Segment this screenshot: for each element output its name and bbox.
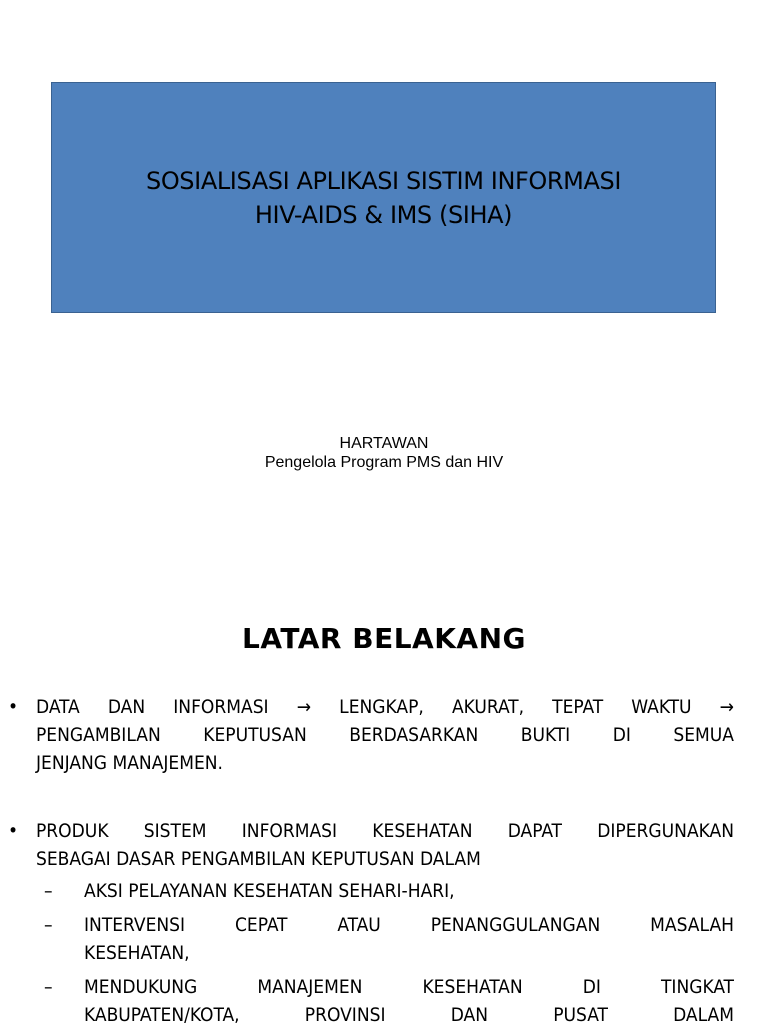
sub-line: KESEHATAN,: [84, 942, 190, 964]
title-box: [51, 82, 716, 313]
presenter-block: [0, 434, 768, 472]
presenter-name: HARTAWAN: [339, 435, 429, 452]
bullet-line: SEBAGAI DASAR PENGAMBILAN KEPUTUSAN DALAM: [36, 848, 481, 870]
content-slide: [0, 576, 768, 1024]
bullet-marker: •: [8, 696, 19, 718]
sub-line: KABUPATEN/KOTA, PROVINSI DAN PUSAT DALAM: [84, 1004, 734, 1024]
sub-item-1: [84, 877, 734, 905]
slide-title: [146, 164, 621, 232]
presenter-role: Pengelola Program PMS dan HIV: [264, 454, 504, 471]
bullet-marker: •: [8, 820, 19, 842]
bullet-line: PENGAMBILAN KEPUTUSAN BERDASARKAN BUKTI DI SEMUA: [36, 724, 734, 746]
bullet-item-2: [36, 817, 734, 873]
bullet-line: PRODUK SISTEM INFORMASI KESEHATAN DAPAT DIPERGUNAKAN: [36, 820, 734, 842]
bullet-item-1: [36, 693, 734, 777]
sub-line: INTERVENSI CEPAT ATAU PENANGGULANGAN MASALAH: [84, 914, 734, 936]
bullet-line: JENJANG MANAJEMEN.: [36, 752, 223, 774]
sub-item-2: [84, 911, 734, 967]
slide-heading: LATAR BELAKANG: [241, 622, 526, 655]
sub-marker: –: [44, 914, 53, 936]
sub-item-3: [84, 973, 734, 1024]
sub-line: AKSI PELAYANAN KESEHATAN SEHARI-HARI,: [84, 880, 455, 902]
sub-marker: –: [44, 880, 53, 902]
sub-line: MENDUKUNG MANAJEMEN KESEHATAN DI TINGKAT: [84, 976, 734, 998]
sub-marker: –: [44, 976, 53, 998]
bullet-line: DATA DAN INFORMASI → LENGKAP, AKURAT, TEPAT WAKTU →: [36, 696, 734, 718]
title-line-2: HIV-AIDS & IMS (SIHA): [254, 200, 513, 229]
title-line-1: SOSIALISASI APLIKASI SISTIM INFORMASI: [145, 166, 622, 195]
